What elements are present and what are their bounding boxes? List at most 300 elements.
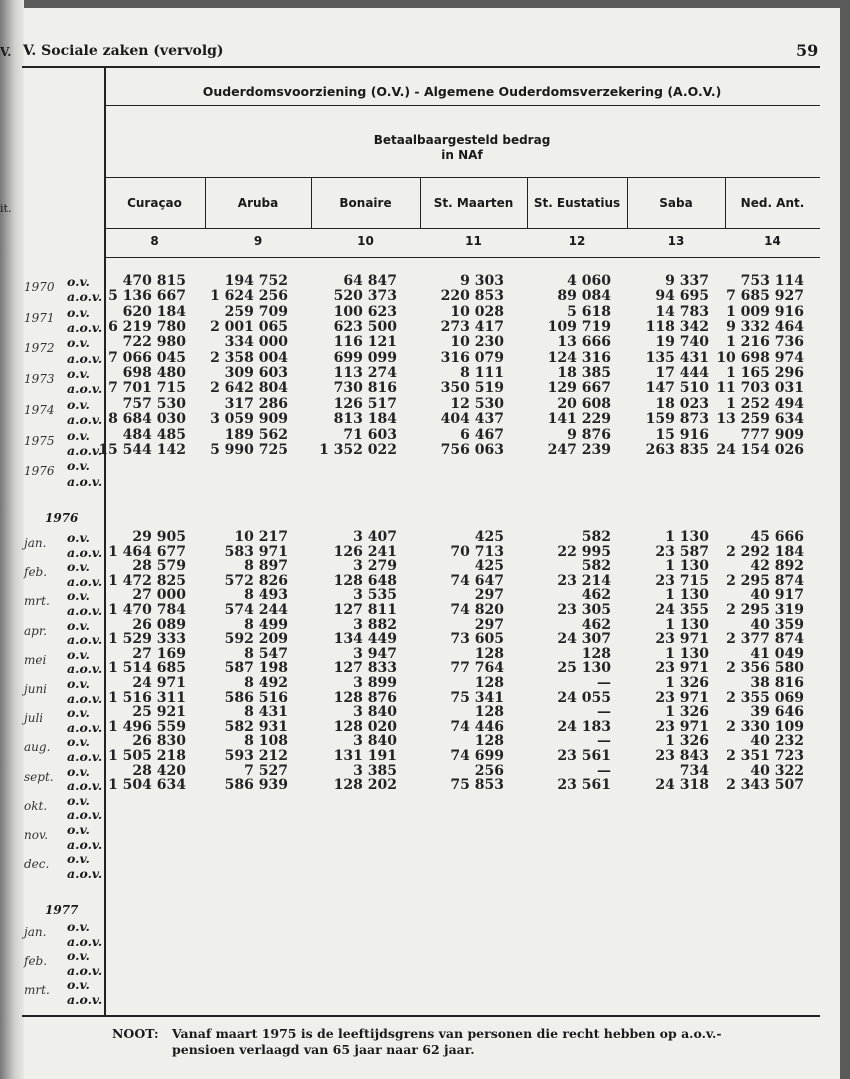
table-cell: 8 492 — [244, 675, 288, 691]
row-type-label: o.v. — [67, 919, 90, 934]
table-cell: 109 719 — [547, 319, 611, 336]
table-cell: 462 — [581, 616, 611, 633]
table-cell: 586 939 — [224, 777, 288, 794]
table-cell: 29 905 — [132, 529, 186, 545]
table-cell: 1 165 296 — [726, 365, 804, 382]
table-cell: 583 971 — [224, 543, 288, 560]
period-label: jan. — [24, 536, 47, 550]
table-cell: 23 561 — [557, 777, 611, 794]
table-cell: 3 899 — [353, 675, 397, 691]
table-cell: 23 971 — [655, 660, 709, 677]
title-rule — [104, 105, 820, 106]
table-cell: 40 322 — [750, 762, 804, 779]
table-cell: 128 — [581, 645, 611, 662]
table-cell: 13 259 634 — [716, 411, 804, 428]
table-cell: 1 352 022 — [319, 441, 397, 458]
table-cell: 128 020 — [333, 718, 397, 735]
table-cell: 27 000 — [132, 587, 186, 604]
row-type-label: a.o.v. — [67, 632, 103, 648]
row-type-label: o.v. — [67, 427, 90, 443]
table-cell: 8 431 — [244, 704, 288, 721]
period-label: mrt. — [24, 594, 50, 609]
table-cell: 8 684 030 — [108, 411, 186, 428]
table-cell: 1 472 825 — [108, 572, 186, 589]
column-number: 11 — [465, 234, 482, 248]
table-cell: 19 740 — [655, 334, 709, 351]
table-cell: 20 608 — [557, 395, 611, 412]
footnote-text: Vanaf maart 1975 is de leeftijdsgrens van personen die recht hebben op a.o.v.-pensioen verlaagd van 65 jaar naar 62 jaar. — [172, 1026, 722, 1057]
table-cell: 128 — [474, 733, 504, 750]
table-cell: 10 230 — [450, 334, 504, 351]
table-cell: 70 713 — [450, 543, 504, 560]
table-cell: 5 990 725 — [210, 441, 288, 458]
period-label: 1970 — [24, 280, 55, 294]
section-heading: 1977 — [45, 903, 79, 917]
table-cell: 26 089 — [132, 616, 186, 633]
table-cell: 1 514 685 — [108, 660, 186, 677]
column-number: 13 — [667, 234, 685, 248]
table-bottom-rule — [22, 1015, 820, 1017]
table-cell: 2 330 109 — [726, 718, 804, 735]
row-type-label: a.o.v. — [67, 807, 103, 823]
table-cell: 74 446 — [450, 718, 504, 735]
table-cell: 23 971 — [655, 689, 709, 706]
table-cell: 8 897 — [244, 558, 288, 575]
table-cell: 247 239 — [547, 441, 611, 458]
table-cell: 8 111 — [460, 365, 504, 382]
table-cell: 24 318 — [655, 777, 709, 794]
table-cell: 259 709 — [224, 303, 288, 320]
table-cell: 8 493 — [244, 587, 288, 604]
table-cell: 18 385 — [557, 365, 611, 382]
table-cell: 620 184 — [122, 303, 186, 320]
table-cell: 297 — [474, 616, 504, 633]
table-top-rule — [22, 66, 820, 68]
period-label: aug. — [24, 740, 51, 755]
table-cell: 27 169 — [132, 645, 186, 662]
table-cell: 2 377 874 — [726, 631, 804, 648]
row-type-label: a.o.v. — [67, 933, 103, 949]
table-cell: 23 971 — [655, 718, 709, 735]
table-cell: 756 063 — [440, 441, 504, 458]
table-cell: 425 — [474, 529, 504, 545]
table-cell: 2 351 723 — [726, 748, 804, 764]
row-type-label: a.o.v. — [67, 865, 103, 881]
period-label: feb. — [24, 954, 48, 969]
row-type-label: o.v. — [67, 588, 90, 604]
row-type-label: a.o.v. — [67, 442, 103, 458]
row-type-label: o.v. — [67, 792, 90, 808]
table-cell: 2 001 065 — [210, 319, 288, 336]
column-number: 12 — [568, 234, 586, 248]
table-cell: 574 244 — [224, 602, 288, 618]
table-cell: 3 385 — [353, 762, 397, 779]
period-label: 1976 — [24, 464, 55, 479]
column-number: 9 — [253, 234, 263, 248]
footnote-label: NOOT: — [112, 1026, 159, 1041]
table-cell: 128 — [474, 675, 504, 691]
table-cell: 520 373 — [333, 288, 397, 305]
row-type-label: o.v. — [67, 274, 90, 289]
table-cell: 12 530 — [450, 395, 504, 412]
table-cell: 582 — [581, 529, 611, 545]
table-subtitle-unit: in NAf — [441, 148, 483, 162]
table-cell: 1 505 218 — [108, 748, 186, 764]
table-cell: 8 547 — [244, 645, 288, 662]
table-cell: 7 527 — [244, 762, 288, 779]
table-cell: 25 921 — [132, 704, 186, 721]
table-cell: 6 467 — [460, 426, 504, 443]
table-cell: 582 931 — [224, 718, 288, 735]
table-cell: 5 618 — [567, 303, 611, 320]
table-cell: 3 059 909 — [210, 411, 288, 428]
table-cell: 40 359 — [750, 616, 804, 633]
row-type-label: o.v. — [67, 396, 90, 412]
table-subtitle: Betaalbaargesteld bedrag — [373, 133, 551, 147]
table-cell: 9 337 — [665, 273, 709, 289]
table-cell: 74 647 — [450, 572, 504, 589]
table-cell: 2 292 184 — [726, 543, 804, 560]
table-cell: 699 099 — [333, 349, 397, 366]
table-cell: 41 049 — [750, 645, 804, 662]
table-cell: 26 830 — [132, 733, 186, 750]
table-cell: 1 130 — [665, 645, 709, 662]
table-cell: 24 355 — [655, 602, 709, 618]
table-cell: 23 305 — [557, 602, 611, 618]
table-cell: 94 695 — [655, 288, 709, 305]
table-cell: 128 648 — [333, 572, 397, 589]
row-type-label: o.v. — [67, 948, 90, 964]
row-type-label: a.o.v. — [67, 962, 103, 978]
row-type-label: o.v. — [67, 366, 90, 382]
table-cell: 24 055 — [557, 689, 611, 706]
table-cell: 484 485 — [122, 426, 186, 443]
period-label: sept. — [24, 769, 54, 784]
row-type-label: o.v. — [67, 335, 90, 351]
table-cell: 23 214 — [557, 572, 611, 589]
table-cell: 113 274 — [333, 365, 397, 382]
colnum-rule — [104, 257, 820, 258]
table-cell: 263 835 — [645, 441, 709, 458]
table-cell: 28 579 — [132, 558, 186, 575]
table-cell: 1 130 — [665, 587, 709, 604]
period-label: juni — [24, 682, 48, 696]
table-cell: 118 342 — [645, 319, 709, 336]
section-heading: 1976 — [45, 511, 79, 525]
table-cell: 470 815 — [122, 273, 186, 289]
table-cell: 2 356 580 — [726, 660, 804, 677]
table-cell: 17 444 — [655, 365, 709, 382]
row-type-label: a.o.v. — [67, 381, 103, 397]
table-cell: 1 624 256 — [210, 288, 288, 305]
table-cell: 2 295 319 — [726, 602, 804, 618]
table-cell: 75 853 — [450, 777, 504, 794]
table-cell: 3 279 — [353, 558, 397, 575]
table-cell: 11 703 031 — [716, 380, 804, 397]
table-cell: 18 023 — [655, 395, 709, 412]
row-type-label: a.o.v. — [67, 412, 103, 428]
row-type-label: o.v. — [67, 851, 90, 867]
adjacent-page-edge-text: V. — [0, 45, 12, 59]
row-type-label: a.o.v. — [67, 573, 103, 589]
table-cell: 350 519 — [440, 380, 504, 397]
table-cell: 13 666 — [557, 334, 611, 351]
table-cell: 89 084 — [557, 288, 611, 305]
row-type-label: a.o.v. — [67, 350, 103, 366]
table-cell: 3 882 — [353, 616, 397, 633]
column-header: St. Eustatius — [533, 196, 621, 210]
period-label: 1971 — [24, 310, 55, 325]
table-cell: 425 — [474, 558, 504, 575]
table-cell: 10 698 974 — [716, 349, 804, 366]
table-cell: 3 947 — [353, 645, 397, 662]
row-type-label: o.v. — [67, 763, 90, 779]
table-cell: 135 431 — [645, 349, 709, 366]
row-type-label: o.v. — [67, 676, 90, 691]
row-type-label: o.v. — [67, 304, 90, 320]
table-cell: 5 136 667 — [108, 288, 186, 305]
table-cell: 572 826 — [224, 572, 288, 589]
row-type-label: o.v. — [67, 734, 90, 750]
table-cell: 24 154 026 — [716, 441, 804, 458]
adjacent-page-edge-text: it. — [0, 202, 12, 215]
table-cell: 23 587 — [655, 543, 709, 560]
column-header: St. Maarten — [433, 196, 514, 210]
table-cell: 126 517 — [333, 395, 397, 412]
table-cell: 1 326 — [665, 675, 709, 691]
table-cell: 698 480 — [122, 365, 186, 382]
row-type-label: a.o.v. — [67, 320, 103, 336]
row-type-label: a.o.v. — [67, 289, 103, 305]
column-header: Bonaire — [339, 196, 392, 210]
period-label: okt. — [24, 798, 48, 813]
period-label: juli — [24, 711, 44, 726]
table-cell: 126 241 — [333, 543, 397, 560]
table-cell: 141 229 — [547, 411, 611, 428]
table-cell: 39 646 — [750, 704, 804, 721]
table-cell: 3 535 — [353, 587, 397, 604]
row-type-label: o.v. — [67, 646, 90, 662]
table-cell: 42 892 — [750, 558, 804, 575]
table-cell: 9 332 464 — [726, 319, 804, 336]
period-label: 1972 — [24, 341, 55, 356]
table-cell: 309 603 — [224, 365, 288, 382]
table-cell: 147 510 — [645, 380, 709, 397]
table-cell: 8 108 — [244, 733, 288, 750]
table-cell: 14 783 — [655, 303, 709, 320]
row-type-label: a.o.v. — [67, 544, 103, 560]
row-type-label: a.o.v. — [67, 603, 103, 618]
column-header: Saba — [659, 196, 693, 210]
table-cell: 129 667 — [547, 380, 611, 397]
column-number: 14 — [764, 234, 781, 248]
table-cell: 813 184 — [333, 411, 397, 428]
subtitle-rule — [104, 177, 820, 178]
column-number: 8 — [150, 234, 159, 248]
table-cell: 159 873 — [645, 411, 709, 428]
table-cell: — — [597, 704, 611, 721]
table-cell: 189 562 — [224, 426, 288, 443]
period-label: apr. — [24, 623, 48, 638]
period-label: nov. — [24, 828, 49, 842]
period-label: 1973 — [24, 372, 55, 387]
table-cell: 297 — [474, 587, 504, 604]
table-cell: 3 840 — [353, 733, 397, 750]
table-cell: 1 130 — [665, 529, 709, 545]
table-cell: 753 114 — [740, 273, 804, 289]
table-cell: 1 216 736 — [726, 334, 804, 351]
table-cell: 10 028 — [450, 303, 504, 320]
row-type-label: a.o.v. — [67, 719, 103, 735]
table-cell: — — [597, 675, 611, 691]
table-cell: 757 530 — [122, 395, 186, 412]
table-cell: 23 715 — [655, 572, 709, 589]
table-cell: 40 917 — [750, 587, 804, 604]
column-number: 10 — [357, 234, 374, 248]
table-cell: 8 499 — [244, 616, 288, 633]
row-type-label: a.o.v. — [67, 690, 103, 706]
row-type-label: o.v. — [67, 822, 90, 837]
table-cell: 7 701 715 — [108, 380, 186, 397]
table-cell: 1 529 333 — [108, 631, 186, 648]
table-cell: 24 307 — [557, 631, 611, 648]
table-cell: 3 840 — [353, 704, 397, 721]
period-label: 1974 — [24, 402, 55, 417]
table-cell: 74 820 — [450, 602, 504, 618]
row-type-label: a.o.v. — [67, 992, 103, 1007]
table-cell: 131 191 — [333, 748, 397, 764]
column-header: Ned. Ant. — [740, 196, 805, 210]
table-cell: 128 876 — [333, 689, 397, 706]
page-number: 59 — [796, 41, 819, 60]
table-cell: 128 — [474, 645, 504, 662]
period-label: mrt. — [24, 983, 50, 998]
table-cell: 1 504 634 — [108, 777, 186, 794]
table-cell: 7 685 927 — [726, 288, 804, 305]
table-cell: 22 995 — [557, 543, 611, 560]
table-cell: 1 470 784 — [108, 602, 186, 618]
table-cell: 194 752 — [224, 273, 288, 289]
table-cell: 23 561 — [557, 748, 611, 764]
period-label: mei — [24, 652, 47, 667]
table-cell: 2 358 004 — [210, 349, 288, 366]
row-type-label: a.o.v. — [67, 473, 103, 489]
table-cell: 77 764 — [450, 660, 504, 677]
table-cell: 1 009 916 — [726, 303, 804, 320]
table-cell: 28 420 — [132, 762, 186, 779]
table-cell: 124 316 — [547, 349, 611, 366]
table-cell: 3 407 — [353, 529, 397, 545]
table-cell: 593 212 — [224, 748, 288, 764]
table-cell: 1 496 559 — [108, 718, 186, 735]
table-cell: 23 971 — [655, 631, 709, 648]
table-cell: 220 853 — [440, 288, 504, 305]
table-cell: 127 833 — [333, 660, 397, 677]
table-cell: 722 980 — [122, 334, 186, 351]
table-cell: 128 202 — [333, 777, 397, 794]
table-cell: 1 252 494 — [726, 395, 804, 412]
table-cell: 1 464 677 — [108, 543, 186, 560]
table-cell: 100 623 — [333, 303, 397, 320]
table-cell: 1 326 — [665, 733, 709, 750]
table-cell: 9 876 — [567, 426, 611, 443]
page-gutter — [0, 0, 24, 1079]
row-type-label: o.v. — [67, 559, 90, 575]
row-type-label: a.o.v. — [67, 749, 103, 764]
table-cell: 40 232 — [750, 733, 804, 750]
row-type-label: a.o.v. — [67, 661, 103, 677]
table-cell: 777 909 — [740, 426, 804, 443]
period-label: 1975 — [24, 433, 55, 448]
table-cell: 404 437 — [440, 411, 504, 428]
table-cell: 462 — [581, 587, 611, 604]
table-cell: 730 816 — [333, 380, 397, 397]
table-cell: 15 544 142 — [98, 441, 186, 458]
table-cell: 587 198 — [224, 660, 288, 677]
table-cell: 128 — [474, 704, 504, 721]
table-cell: 1 130 — [665, 558, 709, 575]
table-cell: 75 341 — [450, 689, 504, 706]
table-cell: — — [597, 762, 611, 779]
row-type-label: o.v. — [67, 705, 90, 721]
table-title: Ouderdomsvoorziening (O.V.) - Algemene Ouderdomsverzekering (A.O.V.) — [202, 84, 722, 99]
period-label: jan. — [24, 925, 47, 939]
table-cell: 273 417 — [440, 319, 504, 336]
table-cell: 1 326 — [665, 704, 709, 721]
table-cell: 71 603 — [343, 426, 397, 443]
table-cell: 2 642 804 — [210, 380, 288, 397]
table-cell: 334 000 — [224, 334, 288, 351]
table-cell: 15 916 — [655, 426, 709, 443]
table-cell: 9 303 — [460, 273, 504, 289]
table-cell: 24 183 — [557, 718, 611, 735]
table-cell: 25 130 — [557, 660, 611, 677]
table-cell: 1 130 — [665, 616, 709, 633]
table-cell: 586 516 — [224, 689, 288, 706]
table-cell: 127 811 — [333, 602, 397, 618]
table-cell: 116 121 — [333, 334, 397, 351]
table-cell: 623 500 — [333, 319, 397, 336]
table-cell: 316 079 — [440, 349, 504, 366]
table-cell: — — [597, 733, 611, 750]
row-type-label: o.v. — [67, 458, 90, 474]
table-cell: 256 — [474, 762, 504, 779]
table-cell: 582 — [581, 558, 611, 575]
table-cell: 45 666 — [750, 529, 804, 545]
table-cell: 74 699 — [450, 748, 504, 764]
table-cell: 4 060 — [567, 273, 611, 289]
table-cell: 2 343 507 — [726, 777, 804, 794]
row-type-label: o.v. — [67, 530, 90, 545]
column-header: Curaçao — [127, 196, 182, 210]
colname-rule — [104, 228, 820, 229]
row-type-label: a.o.v. — [67, 836, 103, 852]
row-type-label: o.v. — [67, 617, 90, 633]
table-cell: 24 971 — [132, 675, 186, 691]
table-cell: 2 355 069 — [726, 689, 804, 706]
table-cell: 6 219 780 — [108, 319, 186, 336]
table-cell: 592 209 — [224, 631, 288, 648]
column-header: Aruba — [237, 196, 279, 210]
table-cell: 734 — [679, 762, 709, 779]
table-cell: 73 605 — [450, 631, 504, 648]
table-cell: 1 516 311 — [108, 689, 186, 706]
table-cell: 23 843 — [655, 748, 709, 764]
running-header: V. Sociale zaken (vervolg) — [23, 43, 224, 59]
table-cell: 7 066 045 — [108, 349, 186, 366]
table-cell: 64 847 — [343, 273, 397, 289]
table-cell: 10 217 — [234, 529, 288, 545]
